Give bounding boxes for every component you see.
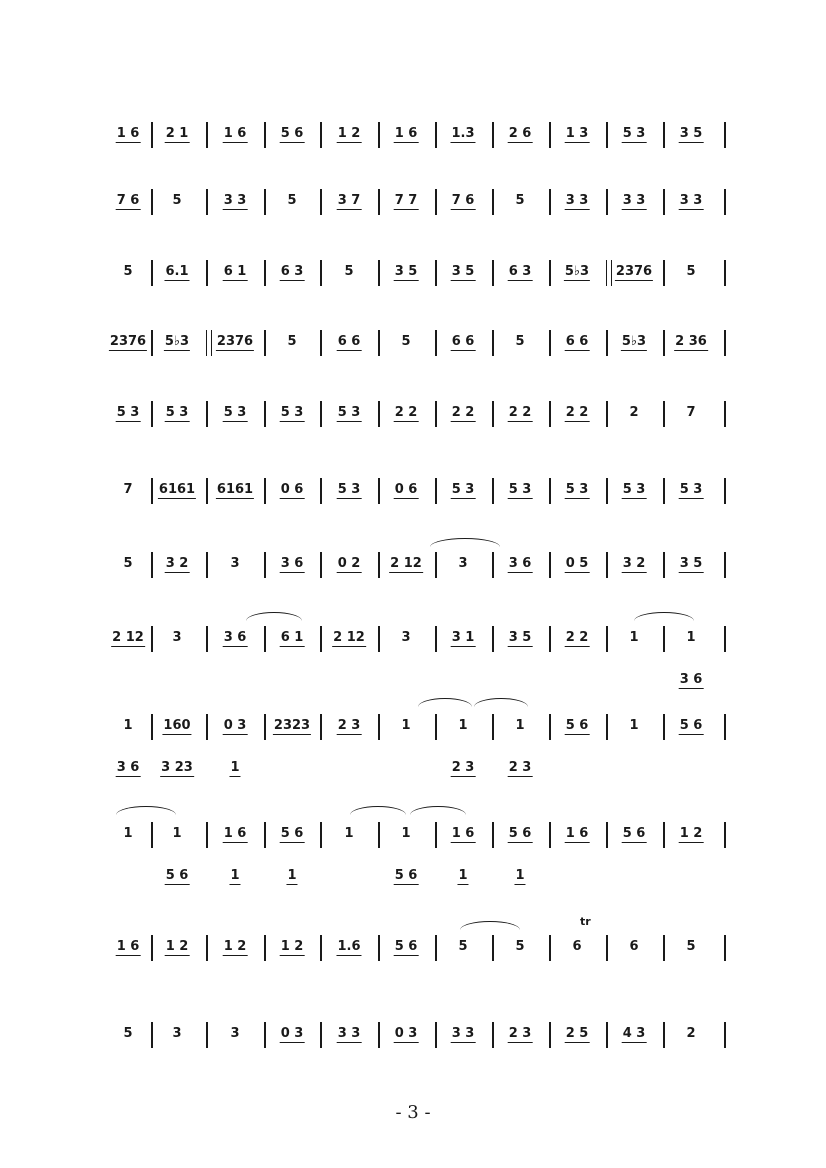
note-group: 3 3 [622, 193, 646, 208]
bar-line [378, 122, 380, 148]
note-group: 6161 [216, 482, 254, 497]
bar-line [549, 189, 551, 215]
bar-line [492, 260, 494, 286]
bar-line [663, 478, 665, 504]
bar-line [151, 822, 153, 848]
note-group: 5♭3 [621, 334, 647, 349]
note-group: 7 7 [394, 193, 418, 208]
note-group: 6 6 [451, 334, 475, 349]
bar-line [378, 401, 380, 427]
note-group: 2376 [615, 264, 653, 279]
note-group: 3 5 [679, 556, 703, 571]
bar-line [320, 626, 322, 652]
note-group: 3 2 [165, 556, 189, 571]
note-group: 3 6 [223, 630, 247, 645]
note-group: 3 1 [451, 630, 475, 645]
score-line [0, 622, 826, 687]
page-number: - 3 - [395, 1102, 431, 1123]
note-group: 3 5 [508, 630, 532, 645]
note-group: 2 3 [508, 1026, 532, 1041]
score-line [0, 548, 826, 608]
bar-line [264, 260, 266, 286]
note-group: 1 6 [451, 826, 475, 841]
note-group: 1 [123, 718, 133, 733]
bar-line [549, 260, 551, 286]
bar-line [663, 822, 665, 848]
bar-line [264, 714, 266, 740]
bar-line [151, 401, 153, 427]
bar-line [151, 330, 153, 356]
bar-line [435, 1022, 437, 1048]
bar-line [606, 189, 608, 215]
note-group: 5 [344, 264, 354, 279]
bar-line [663, 189, 665, 215]
bar-line [663, 401, 665, 427]
note-group: 0 3 [394, 1026, 418, 1041]
note-group: 5 [287, 193, 297, 208]
note-group: 5 3 [622, 126, 646, 141]
bar-line [378, 478, 380, 504]
note-group: 3 [172, 630, 182, 645]
slur-mark [350, 806, 406, 815]
note-group: 1 2 [280, 939, 304, 954]
note-group: 5 3 [280, 405, 304, 420]
bar-line [206, 626, 208, 652]
note-group: 5 [686, 939, 696, 954]
bar-line [724, 122, 726, 148]
bar-line [724, 478, 726, 504]
bar-line [492, 189, 494, 215]
note-group: 1 6 [116, 126, 140, 141]
bar-line [264, 189, 266, 215]
bar-line [663, 260, 665, 286]
note-group: 1 [172, 826, 182, 841]
bar-line [549, 626, 551, 652]
score-line [0, 397, 826, 457]
bar-line [663, 714, 665, 740]
note-group: 2 12 [390, 556, 422, 571]
note-group: 6.1 [165, 264, 189, 279]
bar-line [663, 552, 665, 578]
bar-line [151, 714, 153, 740]
bar-line [151, 478, 153, 504]
lower-voice-note: 1 [515, 868, 525, 883]
note-group: 1 [629, 630, 639, 645]
slur-mark [410, 806, 466, 815]
bar-line [549, 401, 551, 427]
bar-line [320, 1022, 322, 1048]
bar-line [549, 935, 551, 961]
bar-line [549, 330, 551, 356]
note-group: 3 5 [394, 264, 418, 279]
bar-line [663, 1022, 665, 1048]
lower-voice-note: 1 [458, 868, 468, 883]
bar-line [151, 626, 153, 652]
bar-line [264, 330, 266, 356]
note-group: 5 [172, 193, 182, 208]
note-group: 3 3 [565, 193, 589, 208]
bar-line [206, 189, 208, 215]
note-group: 0 6 [280, 482, 304, 497]
bar-line [549, 1022, 551, 1048]
note-group: 1 6 [223, 126, 247, 141]
note-group: 1 [344, 826, 354, 841]
note-group: 2 12 [333, 630, 365, 645]
bar-line [264, 401, 266, 427]
slur-mark [116, 806, 176, 815]
note-group: 6 6 [337, 334, 361, 349]
bar-line [724, 935, 726, 961]
bar-line [606, 401, 608, 427]
note-group: 2 1 [165, 126, 189, 141]
note-group: 160 [163, 718, 191, 733]
note-group: 7 6 [116, 193, 140, 208]
note-group: 7 6 [451, 193, 475, 208]
bar-line [606, 822, 608, 848]
bar-line [435, 822, 437, 848]
bar-line [724, 714, 726, 740]
note-group: 1 6 [116, 939, 140, 954]
note-group: 1 2 [165, 939, 189, 954]
note-group: 5 3 [565, 482, 589, 497]
score-line [0, 474, 826, 534]
bar-line [151, 1022, 153, 1048]
note-group: 3 5 [679, 126, 703, 141]
note-group: 0 6 [394, 482, 418, 497]
lower-voice-note: 3 23 [161, 760, 193, 775]
bar-line [320, 189, 322, 215]
bar-line [264, 822, 266, 848]
bar-line [724, 401, 726, 427]
bar-line [378, 189, 380, 215]
note-group: 5 [123, 1026, 133, 1041]
bar-line [435, 626, 437, 652]
note-group: 5 3 [451, 482, 475, 497]
bar-line [320, 330, 322, 356]
score-line [0, 326, 826, 386]
bar-line [549, 122, 551, 148]
bar-line [724, 626, 726, 652]
bar-line [724, 189, 726, 215]
note-group: 3 5 [451, 264, 475, 279]
bar-line [206, 935, 208, 961]
note-group: 2376 [216, 334, 254, 349]
note-group: 5 3 [337, 482, 361, 497]
bar-line [151, 189, 153, 215]
note-group: 3 [230, 1026, 240, 1041]
score-line [0, 185, 826, 245]
note-group: 1.6 [337, 939, 361, 954]
bar-line [435, 935, 437, 961]
lower-voice-note: 2 3 [451, 760, 475, 775]
score-line [0, 818, 826, 883]
note-group: 6 3 [280, 264, 304, 279]
note-group: 5 [401, 334, 411, 349]
note-group: 2 [629, 405, 639, 420]
bar-line [492, 330, 494, 356]
bar-line [435, 330, 437, 356]
bar-line [492, 822, 494, 848]
lower-voice-note: 3 6 [679, 672, 703, 687]
note-group: 2 12 [112, 630, 144, 645]
note-group: 6 6 [565, 334, 589, 349]
note-group: 5 6 [280, 126, 304, 141]
bar-line [724, 260, 726, 286]
lower-voice-note: 5 6 [165, 868, 189, 883]
note-group: 3 3 [223, 193, 247, 208]
bar-line [151, 935, 153, 961]
note-group: 1 6 [394, 126, 418, 141]
bar-line [606, 714, 608, 740]
note-group: 3 3 [337, 1026, 361, 1041]
bar-line [492, 552, 494, 578]
bar-line [724, 552, 726, 578]
note-group: 6 1 [280, 630, 304, 645]
bar-line [378, 935, 380, 961]
note-group: 5 6 [280, 826, 304, 841]
bar-line [663, 626, 665, 652]
slur-mark [460, 921, 520, 930]
bar-line [492, 478, 494, 504]
note-group: 5 [287, 334, 297, 349]
note-group: 2 2 [394, 405, 418, 420]
bar-line [378, 714, 380, 740]
note-group: 1 6 [223, 826, 247, 841]
note-group: 1 6 [565, 826, 589, 841]
note-group: 6 1 [223, 264, 247, 279]
note-group: 6 3 [508, 264, 532, 279]
bar-line [606, 330, 608, 356]
note-group: 5 [123, 556, 133, 571]
note-group: 2 2 [565, 630, 589, 645]
note-group: 5 3 [508, 482, 532, 497]
bar-line [378, 330, 380, 356]
note-group: 5 [515, 939, 525, 954]
bar-line [549, 552, 551, 578]
note-group: 2 2 [508, 405, 532, 420]
note-group: 1 [458, 718, 468, 733]
bar-line [151, 552, 153, 578]
note-group: 1 [123, 826, 133, 841]
bar-line [206, 552, 208, 578]
lower-voice-note: 2 3 [508, 760, 532, 775]
note-group: 2323 [273, 718, 311, 733]
bar-line [435, 714, 437, 740]
bar-line [264, 478, 266, 504]
bar-line [492, 1022, 494, 1048]
lower-voice-note: 1 [287, 868, 297, 883]
bar-line [264, 935, 266, 961]
note-group: 5 [458, 939, 468, 954]
bar-line [206, 822, 208, 848]
note-group: 1 [629, 718, 639, 733]
bar-line [206, 122, 208, 148]
slur-mark [474, 698, 528, 707]
bar-line [264, 122, 266, 148]
score-line [0, 915, 826, 991]
note-group: 1.3 [451, 126, 475, 141]
note-group: 6 [629, 939, 639, 954]
bar-line [320, 552, 322, 578]
bar-line [320, 401, 322, 427]
bar-line [724, 330, 726, 356]
bar-line [492, 626, 494, 652]
bar-line [492, 714, 494, 740]
note-group: 3 3 [679, 193, 703, 208]
bar-line [606, 478, 608, 504]
bar-line [549, 822, 551, 848]
note-group: 3 [401, 630, 411, 645]
note-group: 3 3 [451, 1026, 475, 1041]
note-group: 1 2 [679, 826, 703, 841]
bar-line [435, 478, 437, 504]
note-group: 2 36 [675, 334, 707, 349]
bar-line [206, 714, 208, 740]
bar-line [264, 552, 266, 578]
note-group: 3 6 [508, 556, 532, 571]
note-group: 2 3 [337, 718, 361, 733]
note-group: 3 7 [337, 193, 361, 208]
note-group: 3 6 [280, 556, 304, 571]
bar-line [206, 401, 208, 427]
note-group: 2 6 [508, 126, 532, 141]
note-group: 7 [123, 482, 133, 497]
slur-mark [430, 538, 500, 547]
note-group: 5 3 [116, 405, 140, 420]
note-group: 1 [401, 718, 411, 733]
note-group: 5 [686, 264, 696, 279]
bar-line [492, 122, 494, 148]
note-group: 5 6 [622, 826, 646, 841]
note-group: 1 [515, 718, 525, 733]
note-group: 4 3 [622, 1026, 646, 1041]
trill-mark: tr [580, 915, 591, 928]
note-group: 6 [572, 939, 582, 954]
note-group: 5♭3 [564, 264, 590, 279]
note-group: 2376 [109, 334, 147, 349]
note-group: 0 2 [337, 556, 361, 571]
bar-line [724, 822, 726, 848]
note-group: 5 [123, 264, 133, 279]
note-group: 3 [230, 556, 240, 571]
note-group: 0 3 [280, 1026, 304, 1041]
bar-line [492, 401, 494, 427]
note-group: 1 [686, 630, 696, 645]
bar-line [663, 935, 665, 961]
bar-line [435, 122, 437, 148]
bar-line [378, 552, 380, 578]
bar-line [378, 626, 380, 652]
note-group: 5 6 [394, 939, 418, 954]
note-group: 5 [515, 334, 525, 349]
note-group: 5 3 [165, 405, 189, 420]
bar-line [320, 714, 322, 740]
bar-line [663, 330, 665, 356]
note-group: 1 2 [223, 939, 247, 954]
note-group: 1 [401, 826, 411, 841]
note-group: 5 3 [337, 405, 361, 420]
bar-line [378, 1022, 380, 1048]
bar-line [378, 822, 380, 848]
note-group: 5 [515, 193, 525, 208]
note-group: 0 5 [565, 556, 589, 571]
note-group: 2 5 [565, 1026, 589, 1041]
bar-line [320, 822, 322, 848]
note-group: 5 3 [679, 482, 703, 497]
note-group: 5 3 [622, 482, 646, 497]
note-group: 6161 [158, 482, 196, 497]
bar-line [320, 122, 322, 148]
bar-line [549, 714, 551, 740]
note-group: 2 [686, 1026, 696, 1041]
note-group: 7 [686, 405, 696, 420]
slur-mark [634, 612, 694, 621]
slur-mark [246, 612, 302, 621]
bar-line [264, 626, 266, 652]
note-group: 3 2 [622, 556, 646, 571]
bar-line [606, 1022, 608, 1048]
score-line [0, 256, 826, 316]
note-group: 2 2 [565, 405, 589, 420]
bar-line [606, 935, 608, 961]
note-group: 0 3 [223, 718, 247, 733]
bar-line [151, 260, 153, 286]
bar-line [264, 1022, 266, 1048]
bar-line [206, 478, 208, 504]
bar-line [378, 260, 380, 286]
bar-line [606, 122, 608, 148]
bar-line [435, 401, 437, 427]
lower-voice-note: 5 6 [394, 868, 418, 883]
bar-line [606, 260, 612, 286]
bar-line [492, 935, 494, 961]
bar-line [549, 478, 551, 504]
bar-line [663, 122, 665, 148]
note-group: 5 6 [508, 826, 532, 841]
lower-voice-note: 1 [230, 868, 240, 883]
bar-line [724, 1022, 726, 1048]
bar-line [320, 260, 322, 286]
slur-mark [418, 698, 472, 707]
note-group: 3 [172, 1026, 182, 1041]
bar-line [151, 122, 153, 148]
note-group: 5 6 [565, 718, 589, 733]
bar-line [606, 626, 608, 652]
bar-line [206, 1022, 208, 1048]
bar-line [435, 552, 437, 578]
note-group: 5 3 [223, 405, 247, 420]
bar-line [435, 260, 437, 286]
bar-line [206, 330, 212, 356]
note-group: 2 2 [451, 405, 475, 420]
score-line [0, 710, 826, 775]
note-group: 5 6 [679, 718, 703, 733]
score-line [0, 118, 826, 178]
lower-voice-note: 3 6 [116, 760, 140, 775]
note-group: 5♭3 [164, 334, 190, 349]
note-group: 3 [458, 556, 468, 571]
bar-line [435, 189, 437, 215]
bar-line [606, 552, 608, 578]
bar-line [206, 260, 208, 286]
lower-voice-note: 1 [230, 760, 240, 775]
bar-line [320, 935, 322, 961]
score-line [0, 1018, 826, 1078]
note-group: 1 3 [565, 126, 589, 141]
note-group: 1 2 [337, 126, 361, 141]
bar-line [320, 478, 322, 504]
